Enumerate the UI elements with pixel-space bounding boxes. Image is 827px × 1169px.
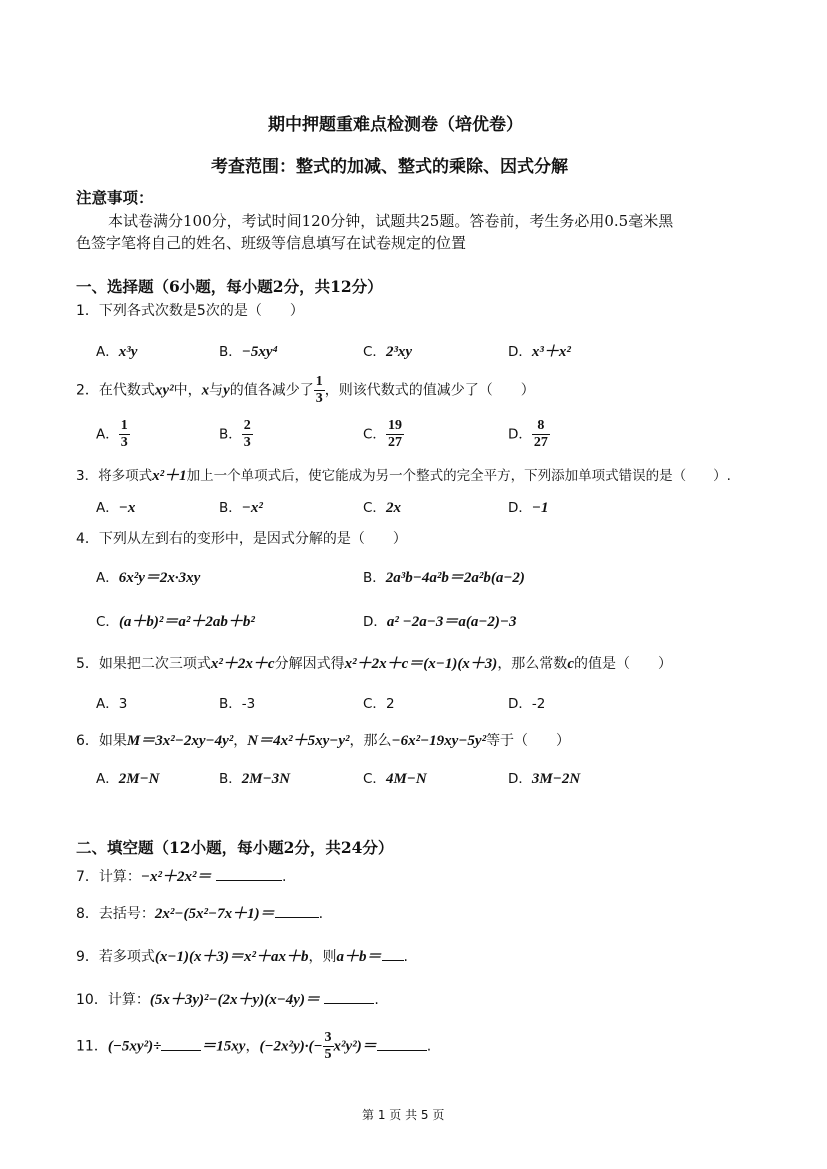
stem-text: 2．在代数式 <box>76 382 155 399</box>
q5-option-a[interactable] <box>96 692 127 712</box>
stem-text: ，则该代数式的值减少了（ ） <box>324 382 535 399</box>
stem-math: x²＋2x＋c＝(x−1)(x＋3) <box>344 656 498 672</box>
option-label: A． <box>96 500 119 516</box>
stem-text: ， <box>245 1038 260 1055</box>
q3-option-d[interactable] <box>508 496 549 517</box>
stem-text: 10．计算： <box>76 992 150 1008</box>
stem-math: (−5xy²)÷ <box>107 1038 162 1055</box>
stem-text: 9．若多项式 <box>76 949 155 965</box>
section-2-heading: 二、填空题（12小题，每小题2分，共24分） <box>76 838 394 857</box>
option-label: B． <box>219 426 242 443</box>
stem-text: 7．计算： <box>76 869 141 885</box>
stem-math: x²y²)＝ <box>333 1038 377 1055</box>
option-label: A． <box>96 426 119 443</box>
option-fraction <box>119 418 130 451</box>
stem-math: N＝4x²＋5xy−y² <box>247 733 350 749</box>
option-math: −5xy⁴ <box>241 344 278 360</box>
option-math: 2M−N <box>118 771 160 787</box>
option-math: 3M−2N <box>531 771 581 787</box>
option-label: A． <box>96 344 119 360</box>
q2-option-b[interactable] <box>219 418 253 451</box>
option-label: C． <box>363 344 386 360</box>
option-value: -2 <box>531 696 546 712</box>
answer-blank[interactable] <box>377 1036 427 1051</box>
q1-option-a[interactable] <box>96 340 137 361</box>
stem-math: x²＋1 <box>152 468 187 484</box>
q1-option-c[interactable] <box>363 340 412 361</box>
q6-option-b[interactable] <box>219 767 290 788</box>
stem-text: 6．如果 <box>76 733 127 749</box>
question-10 <box>76 988 379 1009</box>
fraction-denominator: 5 <box>324 1047 332 1062</box>
option-math: (a＋b)²＝a²＋2ab＋b² <box>118 614 255 630</box>
option-label: B． <box>219 500 242 516</box>
stem-math: −6x²−19xy−5y² <box>391 733 487 749</box>
stem-text: 与 <box>209 382 224 399</box>
q4-option-a[interactable] <box>96 566 200 587</box>
question-11 <box>76 1030 431 1063</box>
option-label: D． <box>508 500 532 516</box>
option-math: 2a³b−4a²b＝2a²b(a−2) <box>385 570 525 586</box>
question-2-stem <box>76 374 535 407</box>
stem-text: ，那么 <box>349 733 392 749</box>
option-label: C． <box>363 426 386 443</box>
option-label: D． <box>363 614 387 630</box>
page-footer: 第 1 页 共 5 页 <box>362 1108 445 1122</box>
option-math: 2³xy <box>385 344 413 360</box>
stem-text: ，则 <box>308 949 337 965</box>
fraction-numerator: 1 <box>315 374 323 389</box>
q2-option-c[interactable] <box>363 418 404 451</box>
notice-line-1: 本试卷满分100分，考试时间120分钟，试题共25题。答卷前，考生务必用0.5毫米黑 <box>108 212 674 230</box>
q5-option-b[interactable] <box>219 692 255 712</box>
q6-option-d[interactable] <box>508 767 580 788</box>
option-label: D． <box>508 344 532 360</box>
option-value: 3 <box>118 696 128 712</box>
stem-math: −x²＋2x²＝ <box>140 869 212 885</box>
fraction-denominator: 3 <box>243 435 251 450</box>
stem-text: . <box>318 906 324 922</box>
option-label: A． <box>96 696 119 712</box>
stem-text: . <box>426 1038 432 1055</box>
option-label: B． <box>363 570 386 586</box>
stem-text: 中， <box>173 382 202 399</box>
fraction-numerator: 2 <box>243 418 251 433</box>
fraction-denominator: 27 <box>533 435 548 450</box>
stem-math: M＝3x²−2xy−4y² <box>126 733 234 749</box>
option-math: 2M−3N <box>241 771 291 787</box>
stem-text: 8．去括号： <box>76 906 155 922</box>
stem-math: y <box>223 382 230 399</box>
option-math: x³＋x² <box>531 344 571 360</box>
stem-math: c <box>567 656 574 672</box>
fraction-numerator: 1 <box>120 418 128 433</box>
stem-math: x²＋2x＋c <box>210 656 275 672</box>
option-label: A． <box>96 570 119 586</box>
notice-heading: 注意事项： <box>76 188 154 207</box>
option-math: a² −2a−3＝a(a−2)−3 <box>386 614 517 630</box>
stem-fraction <box>323 1030 334 1063</box>
stem-math: (−2x²y)·(− <box>259 1038 323 1055</box>
stem-text: ，那么常数 <box>497 656 568 672</box>
option-label: C． <box>96 614 119 630</box>
stem-text: 5．如果把二次三项式 <box>76 656 211 672</box>
option-math: 6x²y＝2x·3xy <box>118 570 201 586</box>
q3-option-c[interactable] <box>363 496 401 517</box>
q5-option-d[interactable] <box>508 692 545 712</box>
option-value: 2 <box>385 696 395 712</box>
option-label: B． <box>219 344 242 360</box>
answer-blank[interactable] <box>161 1036 201 1051</box>
q5-option-c[interactable] <box>363 692 395 712</box>
option-fraction <box>386 418 404 451</box>
option-label: C． <box>363 500 386 516</box>
option-label: A． <box>96 771 119 787</box>
stem-text: 的值是（ ） <box>573 656 672 672</box>
option-math: −x² <box>241 500 263 516</box>
option-math: −x <box>118 500 136 516</box>
q1-option-b[interactable] <box>219 340 278 361</box>
stem-math: (x−1)(x＋3)＝x²＋ax＋b <box>154 949 309 965</box>
option-math: −1 <box>531 500 549 516</box>
q4-option-d[interactable] <box>363 610 517 631</box>
stem-text: . <box>403 949 408 965</box>
option-fraction <box>242 418 253 451</box>
stem-math: a＋b＝ <box>336 949 382 965</box>
q3-option-a[interactable] <box>96 496 135 517</box>
answer-blank[interactable] <box>324 989 374 1004</box>
question-1-stem: 1．下列各式次数是5次的是（ ） <box>76 303 304 319</box>
answer-blank[interactable] <box>216 866 282 881</box>
option-fraction <box>532 418 550 451</box>
q6-option-c[interactable] <box>363 767 427 788</box>
stem-math: (5x＋3y)²−(2x＋y)(x−4y)＝ <box>149 992 320 1008</box>
question-5-stem <box>76 652 672 673</box>
question-7 <box>76 865 286 886</box>
option-label: D． <box>508 426 532 443</box>
q1-option-d[interactable] <box>508 340 571 361</box>
answer-blank[interactable] <box>382 946 404 961</box>
section-1-heading: 一、选择题（6小题，每小题2分，共12分） <box>76 277 383 296</box>
page-subtitle: 考查范围：整式的加减、整式的乘除、因式分解 <box>211 157 568 177</box>
question-3-stem <box>76 464 731 485</box>
option-label: C． <box>363 696 386 712</box>
fraction-denominator: 3 <box>120 435 128 450</box>
page-title: 期中押题重难点检测卷（培优卷） <box>268 115 523 135</box>
q4-option-c[interactable] <box>96 610 255 631</box>
stem-math: 2x²−(5x²−7x＋1)＝ <box>154 906 275 922</box>
option-label: B． <box>219 771 242 787</box>
stem-text: . <box>281 869 287 885</box>
option-label: D． <box>508 771 532 787</box>
stem-text: 加上一个单项式后，使它能成为另一个整式的完全平方，下列添加单项式错误的是（ ）. <box>186 468 731 484</box>
stem-text: 的值各减少了 <box>229 382 314 399</box>
option-math: x³y <box>118 344 138 360</box>
fraction-numerator: 8 <box>532 418 550 435</box>
stem-math: x <box>201 382 210 399</box>
stem-text: 等于（ ） <box>486 733 571 749</box>
q2-option-d[interactable] <box>508 418 550 451</box>
stem-text: 分解因式得 <box>274 656 345 672</box>
fraction-numerator: 19 <box>387 418 402 433</box>
stem-math: ＝15xy <box>201 1038 246 1055</box>
q4-option-b[interactable] <box>363 566 525 587</box>
question-8 <box>76 902 323 923</box>
stem-text: . <box>374 992 379 1008</box>
stem-text: ， <box>233 733 248 749</box>
fraction-denominator: 3 <box>315 391 323 406</box>
question-6-stem <box>76 729 570 750</box>
option-label: D． <box>508 696 532 712</box>
option-math: 2x <box>385 500 401 516</box>
option-value: -3 <box>241 696 256 712</box>
q2-option-a[interactable] <box>96 418 130 451</box>
question-4-stem: 4．下列从左到右的变形中，是因式分解的是（ ） <box>76 531 407 547</box>
answer-blank[interactable] <box>275 903 319 918</box>
fraction-denominator: 27 <box>387 435 402 450</box>
question-9 <box>76 945 408 966</box>
q6-option-a[interactable] <box>96 767 160 788</box>
q3-option-b[interactable] <box>219 496 263 517</box>
option-label: B． <box>219 696 242 712</box>
option-label: C． <box>363 771 386 787</box>
stem-text: 11． <box>76 1038 108 1055</box>
stem-math: xy² <box>154 382 174 399</box>
stem-fraction <box>314 374 325 407</box>
option-math: 4M−N <box>385 771 427 787</box>
stem-text: 3．将多项式 <box>76 468 153 484</box>
notice-line-2: 色签字笔将自己的姓名、班级等信息填写在试卷规定的位置 <box>76 234 467 252</box>
fraction-numerator: 3 <box>324 1030 332 1045</box>
